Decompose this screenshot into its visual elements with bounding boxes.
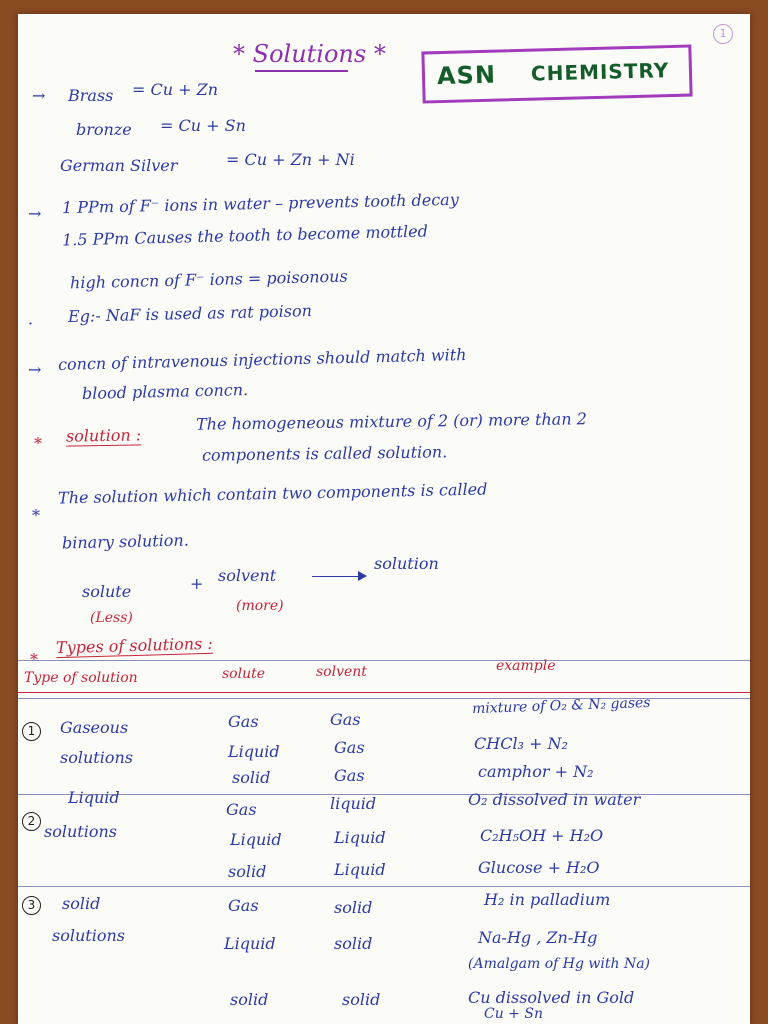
equation-result: solution bbox=[374, 554, 439, 573]
cell-example: H₂ in palladium bbox=[484, 890, 611, 909]
cell-example-note: Cu + Sn bbox=[484, 1006, 543, 1022]
group-number bbox=[22, 720, 41, 741]
cell-solvent: solid bbox=[334, 934, 373, 953]
fluoride-line: 1.5 PPm Causes the tooth to become mottled bbox=[61, 221, 429, 250]
cell-solute: solid bbox=[228, 862, 267, 881]
star-bullet: * bbox=[32, 506, 40, 525]
table-header-rule bbox=[18, 692, 750, 693]
cell-solvent: liquid bbox=[330, 794, 377, 813]
cell-example-note: (Amalgam of Hg with Na) bbox=[468, 956, 650, 972]
definition-line: The homogeneous mixture of 2 (or) more than 2 bbox=[195, 409, 587, 434]
group-type: solutions bbox=[52, 926, 125, 945]
cell-solute: Gas bbox=[226, 800, 257, 819]
table-header-example: example bbox=[496, 658, 556, 674]
group-number-circle: 1 bbox=[22, 722, 41, 741]
badge-chemistry: CHEMISTRY bbox=[530, 58, 670, 86]
reaction-arrowhead bbox=[358, 571, 367, 581]
arrow-bullet: → bbox=[32, 86, 46, 105]
title-star-left: * bbox=[233, 40, 245, 68]
intravenous-line: blood plasma concn. bbox=[81, 379, 249, 404]
cell-example: Na-Hg , Zn-Hg bbox=[478, 928, 598, 947]
title-star-right: * bbox=[373, 40, 386, 68]
cell-example: camphor + N₂ bbox=[478, 762, 594, 781]
star-bullet: * bbox=[30, 650, 38, 669]
cell-solvent: Liquid bbox=[334, 860, 386, 879]
cell-solute: Gas bbox=[228, 896, 259, 915]
group-type: Liquid bbox=[68, 788, 120, 807]
equation-plus: + bbox=[190, 574, 204, 593]
asn-chemistry-badge bbox=[421, 44, 692, 103]
arrow-bullet: → bbox=[28, 204, 42, 223]
dot-bullet: · bbox=[28, 314, 34, 333]
cell-solvent: Gas bbox=[334, 738, 365, 757]
binary-line: The solution which contain two components is called bbox=[57, 479, 488, 508]
group-number bbox=[22, 894, 41, 915]
cell-example: CHCl₃ + N₂ bbox=[474, 734, 568, 753]
alloy-formula: = Cu + Sn bbox=[160, 116, 246, 135]
title-text: Solutions bbox=[252, 40, 367, 68]
cell-solute: Gas bbox=[228, 712, 259, 731]
table-rule bbox=[18, 660, 750, 661]
table-header-solute: solute bbox=[222, 666, 266, 682]
cell-example: Cu dissolved in Gold bbox=[468, 988, 635, 1007]
cell-solvent: Gas bbox=[330, 710, 361, 729]
cell-solvent: Gas bbox=[334, 766, 365, 785]
solvent-note: (more) bbox=[236, 598, 284, 614]
group-number-circle: 2 bbox=[22, 812, 41, 831]
definition-line: components is called solution. bbox=[201, 442, 448, 465]
cell-solute: solid bbox=[232, 768, 271, 787]
badge-asn: ASN bbox=[436, 60, 497, 91]
fluoride-line: 1 PPm of F⁻ ions in water – prevents tooth decay bbox=[61, 189, 459, 218]
cell-example: Glucose + H₂O bbox=[478, 858, 600, 877]
cell-solute: Liquid bbox=[230, 830, 282, 849]
star-bullet: * bbox=[34, 434, 42, 453]
alloy-formula: = Cu + Zn + Ni bbox=[226, 150, 355, 169]
alloy-name: Brass bbox=[68, 86, 114, 105]
types-heading: Types of solutions : bbox=[55, 633, 214, 658]
group-type: solid bbox=[62, 894, 101, 913]
arrow-bullet: → bbox=[28, 360, 42, 379]
table-rule bbox=[18, 886, 750, 887]
cell-example: C₂H₅OH + H₂O bbox=[480, 826, 604, 845]
equation-solute: solute bbox=[82, 582, 132, 601]
cell-solute: Liquid bbox=[224, 934, 276, 953]
intravenous-line: concn of intravenous injections should match with bbox=[57, 345, 467, 374]
reaction-arrow bbox=[312, 576, 360, 577]
definition-label: solution : bbox=[65, 425, 142, 446]
cell-solute: solid bbox=[230, 990, 269, 1009]
solute-note: (Less) bbox=[90, 610, 133, 626]
cell-solvent: solid bbox=[342, 990, 381, 1009]
cell-solute: Liquid bbox=[228, 742, 280, 761]
equation-solvent: solvent bbox=[218, 566, 277, 585]
cell-solvent: Liquid bbox=[334, 828, 386, 847]
cell-solvent: solid bbox=[334, 898, 373, 917]
alloy-name: German Silver bbox=[60, 156, 178, 175]
group-type: solutions bbox=[44, 822, 117, 841]
group-type: solutions bbox=[60, 748, 133, 767]
cell-example: mixture of O₂ & N₂ gases bbox=[471, 694, 651, 718]
table-header-type: Type of solution bbox=[24, 670, 138, 686]
group-type: Gaseous bbox=[60, 718, 129, 737]
table-header-solvent: solvent bbox=[316, 664, 367, 680]
notebook-page bbox=[18, 14, 750, 1024]
page-title bbox=[233, 40, 386, 68]
binary-line: binary solution. bbox=[61, 530, 190, 553]
group-number bbox=[22, 810, 41, 831]
group-number-circle: 3 bbox=[22, 896, 41, 915]
fluoride-example: Eg:- NaF is used as rat poison bbox=[67, 301, 313, 326]
alloy-name: bronze bbox=[76, 120, 132, 139]
page-number: 1 bbox=[713, 24, 733, 44]
fluoride-line: high concn of F⁻ ions = poisonous bbox=[69, 266, 348, 293]
cell-example: O₂ dissolved in water bbox=[468, 790, 641, 809]
alloy-formula: = Cu + Zn bbox=[132, 80, 219, 99]
